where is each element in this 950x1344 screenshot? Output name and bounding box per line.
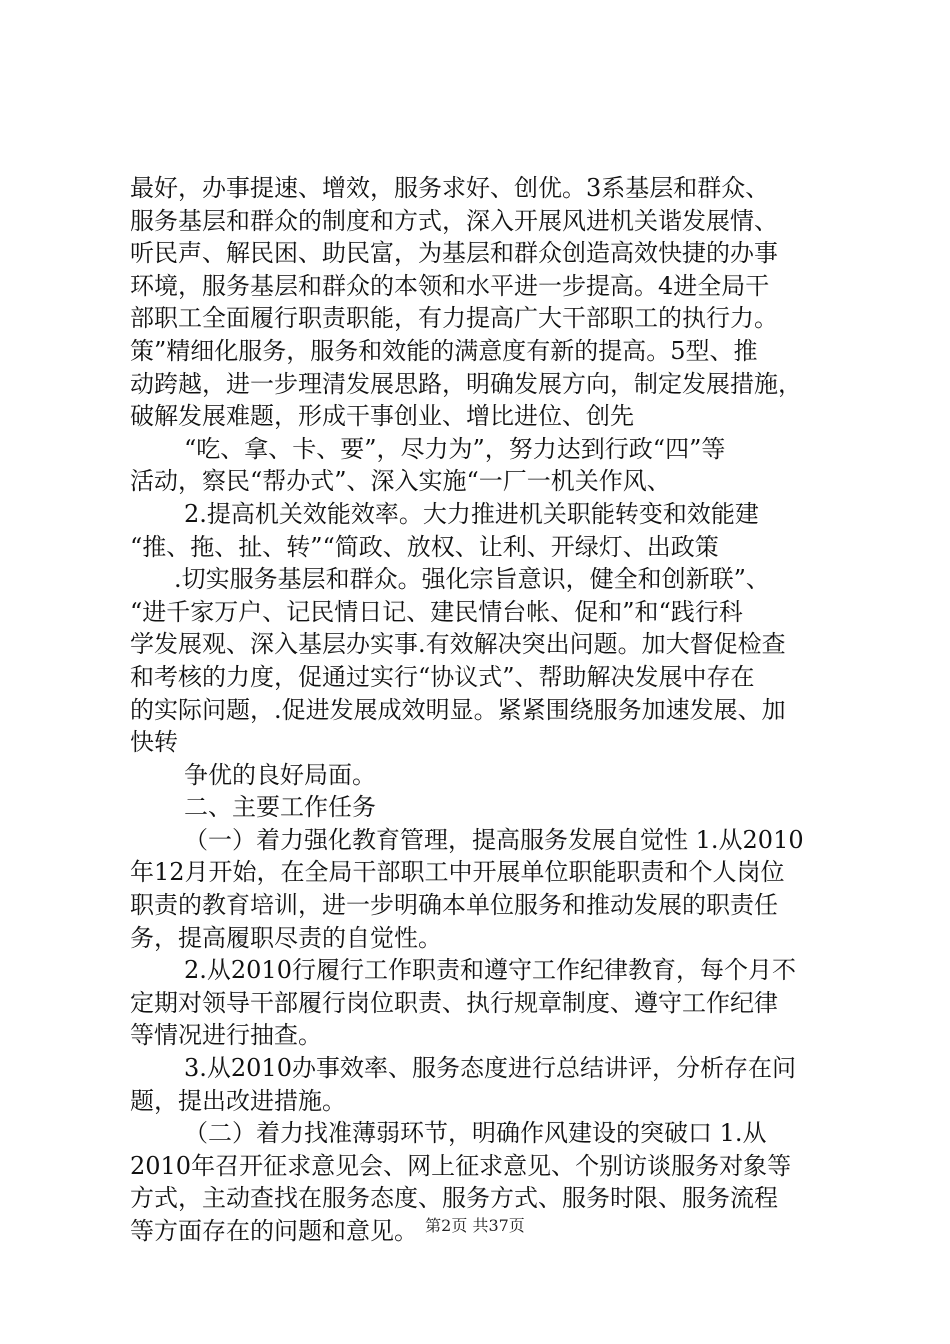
text-line: 听民声、解民困、助民富，为基层和群众创造高效快捷的办事 bbox=[130, 239, 778, 268]
text-line: 和考核的力度，促通过实行“协议式”、帮助解决发展中存在 bbox=[130, 662, 755, 691]
text-line: 题，提出改进措施。 bbox=[130, 1086, 346, 1115]
text-line: .切实服务基层和群众。强化宗旨意识，健全和创新联”、 bbox=[174, 565, 770, 594]
text-line: 定期对领导干部履行岗位职责、执行规章制度、遵守工作纪律 bbox=[130, 988, 778, 1017]
text-line: 方式，主动查找在服务态度、服务方式、服务时限、服务流程 bbox=[130, 1184, 778, 1213]
text-line: 学发展观、深入基层办实事.有效解决突出问题。加大督促检查 bbox=[130, 630, 786, 659]
text-line: 快转 bbox=[130, 728, 178, 757]
text-line: 2.提高机关效能效率。大力推进机关职能转变和效能建 bbox=[184, 499, 759, 528]
text-line: “进千家万户、记民情日记、建民情台帐、促和”和“践行科 bbox=[130, 597, 743, 626]
text-line: 职责的教育培训，进一步明确本单位服务和推动发展的职责任 bbox=[130, 891, 778, 920]
page-footer: 第2页 共37页 bbox=[425, 1216, 525, 1235]
text-line: （二）着力找准薄弱环节，明确作风建设的突破口 1.从 bbox=[184, 1119, 767, 1148]
text-line: 动跨越，进一步理清发展思路，明确发展方向，制定发展措施， bbox=[130, 369, 802, 398]
text-line: 2.从2010行履行工作职责和遵守工作纪律教育，每个月不 bbox=[184, 956, 796, 985]
text-line: 部职工全面履行职责职能，有力提高广大干部职工的执行力。 bbox=[130, 304, 778, 333]
text-line: 策”精细化服务，服务和效能的满意度有新的提高。5型、推 bbox=[130, 336, 758, 365]
text-line: 务，提高履职尽责的自觉性。 bbox=[130, 923, 442, 952]
text-line: “吃、拿、卡、要”，尽力为”，努力达到行政“四”等 bbox=[184, 434, 726, 463]
text-line: 环境，服务基层和群众的本领和水平进一步提高。4进全局干 bbox=[130, 271, 770, 300]
text-line: 服务基层和群众的制度和方式，深入开展风进机关谐发展情、 bbox=[130, 206, 778, 235]
text-line: 二、主要工作任务 bbox=[184, 793, 376, 822]
text-line: “推、拖、扯、转”“简政、放权、让利、开绿灯、出政策 bbox=[130, 532, 719, 561]
text-line: 争优的良好局面。 bbox=[184, 760, 376, 789]
text-line: 等方面存在的问题和意见。 bbox=[130, 1217, 418, 1245]
text-line: 等情况进行抽查。 bbox=[130, 1021, 322, 1050]
document-body bbox=[130, 172, 830, 1248]
text-line: 3.从2010办事效率、服务态度进行总结讲评，分析存在问 bbox=[184, 1054, 796, 1083]
text-line: 破解发展难题，形成干事创业、增比进位、创先 bbox=[130, 402, 634, 431]
text-line: 年12月开始，在全局干部职工中开展单位职能职责和个人岗位 bbox=[130, 858, 785, 887]
text-line: 2010年召开征求意见会、网上征求意见、个别访谈服务对象等 bbox=[130, 1151, 792, 1180]
text-line: （一）着力强化教育管理，提高服务发展自觉性 1.从2010 bbox=[184, 825, 804, 854]
text-line: 的实际问题，.促进发展成效明显。紧紧围绕服务加速发展、加 bbox=[130, 695, 786, 724]
text-line: 活动，察民“帮办式”、深入实施“一厂一机关作风、 bbox=[130, 467, 671, 496]
text-line: 最好，办事提速、增效，服务求好、创优。3系基层和群众、 bbox=[130, 174, 770, 202]
